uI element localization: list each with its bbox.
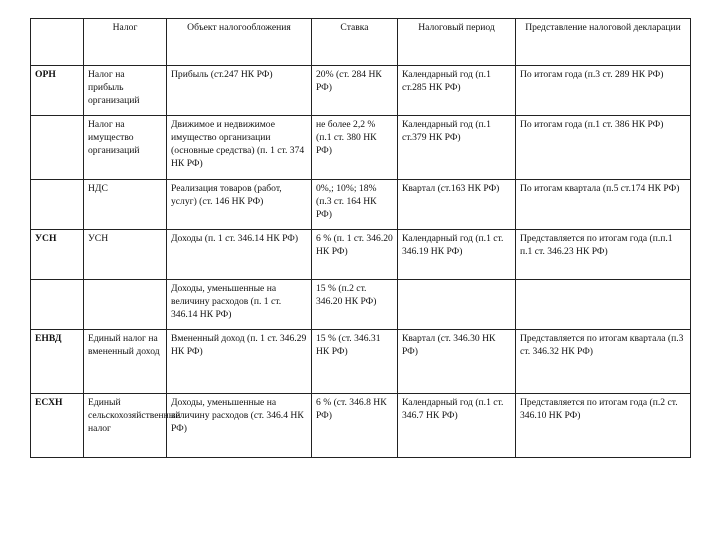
cell-object: Доходы, уменьшенные на величину расходов (ст. 346.4 НК РФ) xyxy=(167,394,312,458)
cell-declaration: Представляется по итогам года (п.2 ст. 346.10 НК РФ) xyxy=(516,394,691,458)
cell-declaration: По итогам года (п.3 ст. 289 НК РФ) xyxy=(516,66,691,116)
table-row xyxy=(31,394,691,458)
cell-tax: НДС xyxy=(84,180,167,230)
cell-tax: УСН xyxy=(84,230,167,280)
cell-tax: Налог на имущество организаций xyxy=(84,116,167,180)
cell-period: Календарный год (п.1 ст. 346.19 НК РФ) xyxy=(398,230,516,280)
cell-object: Вмененный доход (п. 1 ст. 346.29 НК РФ) xyxy=(167,330,312,394)
cell-rate: 0%,; 10%; 18% (п.3 ст. 164 НК РФ) xyxy=(312,180,398,230)
cell-period: Квартал (ст. 346.30 НК РФ) xyxy=(398,330,516,394)
cell-declaration: По итогам квартала (п.5 ст.174 НК РФ) xyxy=(516,180,691,230)
cell-system xyxy=(31,280,84,330)
cell-rate: 15 % (п.2 ст. 346.20 НК РФ) xyxy=(312,280,398,330)
cell-rate: 20% (ст. 284 НК РФ) xyxy=(312,66,398,116)
cell-declaration: Представляется по итогам года (п.п.1 п.1 ст. 346.23 НК РФ) xyxy=(516,230,691,280)
header-cell-declaration: Представление налоговой декларации xyxy=(516,19,691,66)
cell-period: Календарный год (п.1 ст. 346.7 НК РФ) xyxy=(398,394,516,458)
table-row xyxy=(31,280,691,330)
cell-period: Календарный год (п.1 ст.379 НК РФ) xyxy=(398,116,516,180)
cell-declaration xyxy=(516,280,691,330)
cell-system xyxy=(31,180,84,230)
cell-object: Движимое и недвижимое имущество организации (основные средства) (п. 1 ст. 374 НК РФ) xyxy=(167,116,312,180)
table-row xyxy=(31,330,691,394)
cell-rate: 15 % (ст. 346.31 НК РФ) xyxy=(312,330,398,394)
cell-declaration: По итогам года (п.1 ст. 386 НК РФ) xyxy=(516,116,691,180)
table-row xyxy=(31,180,691,230)
header-cell-rate: Ставка xyxy=(312,19,398,66)
cell-rate: 6 % (ст. 346.8 НК РФ) xyxy=(312,394,398,458)
header-row xyxy=(31,19,691,66)
table-row xyxy=(31,116,691,180)
cell-system: УСН xyxy=(31,230,84,280)
tax-table xyxy=(30,18,691,458)
cell-period: Календарный год (п.1 ст.285 НК РФ) xyxy=(398,66,516,116)
header-cell-object: Объект налогообложения xyxy=(167,19,312,66)
cell-object: Доходы, уменьшенные на величину расходов (п. 1 ст. 346.14 НК РФ) xyxy=(167,280,312,330)
cell-tax: Единый налог на вмененный доход xyxy=(84,330,167,394)
cell-tax: Налог на прибыль организаций xyxy=(84,66,167,116)
cell-declaration: Представляется по итогам квартала (п.3 ст. 346.32 НК РФ) xyxy=(516,330,691,394)
cell-system: ОРН xyxy=(31,66,84,116)
cell-rate: 6 % (п. 1 ст. 346.20 НК РФ) xyxy=(312,230,398,280)
cell-period xyxy=(398,280,516,330)
header-cell-period: Налоговый период xyxy=(398,19,516,66)
cell-period: Квартал (ст.163 НК РФ) xyxy=(398,180,516,230)
cell-system: ЕСХН xyxy=(31,394,84,458)
table-row xyxy=(31,230,691,280)
cell-system xyxy=(31,116,84,180)
cell-object: Доходы (п. 1 ст. 346.14 НК РФ) xyxy=(167,230,312,280)
header-cell-system xyxy=(31,19,84,66)
cell-rate: не более 2,2 % (п.1 ст. 380 НК РФ) xyxy=(312,116,398,180)
cell-object: Реализация товаров (работ, услуг) (ст. 146 НК РФ) xyxy=(167,180,312,230)
table-row xyxy=(31,66,691,116)
header-cell-tax: Налог xyxy=(84,19,167,66)
cell-tax: Единый сельскохозяйственный налог xyxy=(84,394,167,458)
cell-object: Прибыль (ст.247 НК РФ) xyxy=(167,66,312,116)
cell-system: ЕНВД xyxy=(31,330,84,394)
cell-tax xyxy=(84,280,167,330)
